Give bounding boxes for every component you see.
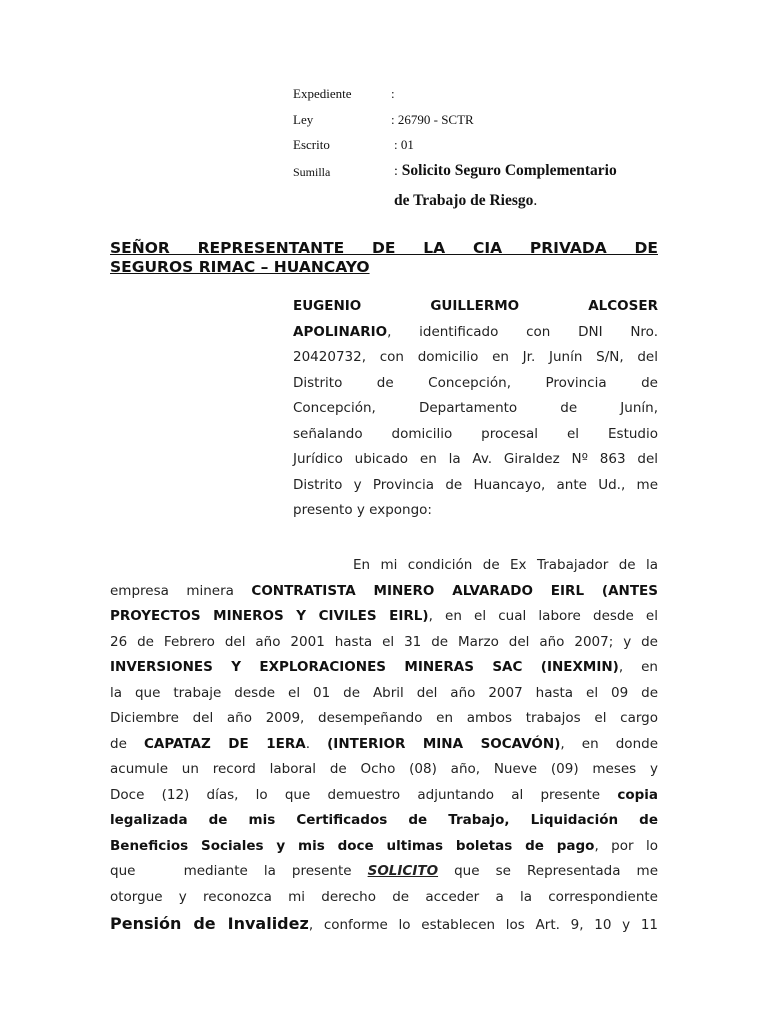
- intro-line: señalando domicilio procesal el Estudio: [293, 425, 658, 442]
- body-line: [110, 808, 658, 833]
- intro-line: Distrito y Provincia de Huancayo, ante Ud., me: [293, 476, 658, 493]
- company-1: CONTRATISTA MINERO ALVARADO EIRL (ANTES: [251, 582, 658, 599]
- expediente-value: :: [391, 86, 395, 101]
- body-text: , conforme lo establecen los Art. 9, 10 y 11: [308, 917, 658, 933]
- addressee: [110, 239, 658, 277]
- body-line: [110, 655, 658, 680]
- pension-title: Pensión de Invalidez: [110, 914, 309, 933]
- intro-line: Jurídico ubicado en la Av. Giraldez Nº 863 del: [293, 451, 658, 467]
- sumilla-value: [394, 162, 617, 180]
- body-text: que mediante la presente: [110, 863, 368, 879]
- body-line: [110, 579, 658, 604]
- body-line: la que trabaje desde el 01 de Abril del año 2007 hasta el 09 de: [110, 684, 658, 701]
- sumilla-value-2: [394, 192, 537, 210]
- body-line: [110, 783, 658, 808]
- escrito-value: : 01: [394, 137, 414, 152]
- body-line: acumule un record laboral de Ocho (08) año, Nueve (09) meses y: [110, 761, 658, 777]
- body-line: En mi condición de Ex Trabajador de la: [353, 557, 658, 573]
- petitioner-name-2: APOLINARIO: [293, 323, 388, 340]
- intro-line: Concepción, Departamento de Junín,: [293, 400, 658, 416]
- body-line: [110, 859, 658, 884]
- body-line: [110, 732, 658, 757]
- intro-line: 20420732, con domicilio en Jr. Junín S/N, del: [293, 349, 658, 365]
- solicito-keyword: SOLICITO: [367, 863, 439, 879]
- body-text: , en donde: [560, 735, 658, 752]
- petitioner-name-1: EUGENIO GUILLERMO ALCOSER: [293, 298, 658, 314]
- sumilla-line1: Solicito Seguro Complementario: [401, 162, 617, 179]
- body-text: de: [110, 735, 144, 752]
- body-line: Diciembre del año 2009, desempeñando en ambos trabajos el cargo: [110, 710, 658, 726]
- intro-line: presento y expongo:: [293, 502, 432, 518]
- intro-text: , identificado con DNI Nro.: [387, 323, 658, 340]
- body-text: , por lo: [594, 837, 658, 854]
- body-line: 26 de Febrero del año 2001 hasta el 31 de Marzo del año 2007; y de: [110, 633, 658, 650]
- body-text: empresa minera: [110, 582, 252, 599]
- evidence-text: legalizada de mis Certificados de Trabajo, Liquidación de: [110, 812, 658, 828]
- body-text: Doce (12) días, lo que demuestro adjuntando al presente: [110, 786, 618, 803]
- intro-line: [293, 320, 658, 345]
- body-text: , en: [618, 659, 658, 675]
- body-line: [110, 911, 658, 936]
- body-text: que se Representada me: [438, 863, 659, 879]
- company-2: INVERSIONES Y EXPLORACIONES MINERAS SAC (INEXMIN): [110, 659, 619, 675]
- escrito-label: Escrito: [293, 137, 330, 152]
- body-line: otorgue y reconozca mi derecho de acceder a la correspondiente: [110, 888, 658, 905]
- work-location: (INTERIOR MINA SOCAVÓN): [327, 735, 561, 752]
- evidence-text: copia: [617, 786, 658, 803]
- addressee-line2: SEGUROS RIMAC – HUANCAYO: [110, 258, 370, 276]
- body-line: [110, 604, 658, 629]
- sumilla-label: Sumilla: [293, 165, 331, 179]
- body-text: .: [305, 735, 328, 752]
- body-line: [110, 834, 658, 859]
- sumilla-period: .: [533, 192, 538, 209]
- sumilla-line2: de Trabajo de Riesgo: [394, 192, 534, 209]
- sumilla-colon: :: [394, 164, 398, 179]
- intro-line: [293, 294, 658, 319]
- addressee-line1: SEÑOR REPRESENTANTE DE LA CIA PRIVADA DE: [110, 239, 658, 257]
- company-1-cont: PROYECTOS MINEROS Y CIVILES EIRL): [110, 608, 429, 624]
- body-text: , en el cual labore desde el: [428, 608, 658, 624]
- ley-label: Ley: [293, 112, 314, 127]
- job-title: CAPATAZ DE 1ERA: [143, 735, 306, 752]
- ley-value: : 26790 - SCTR: [391, 112, 474, 127]
- intro-line: Distrito de Concepción, Provincia de: [293, 374, 658, 391]
- expediente-label: Expediente: [293, 86, 352, 101]
- evidence-text: Beneficios Sociales y mis doce ultimas boletas de pago: [110, 837, 595, 854]
